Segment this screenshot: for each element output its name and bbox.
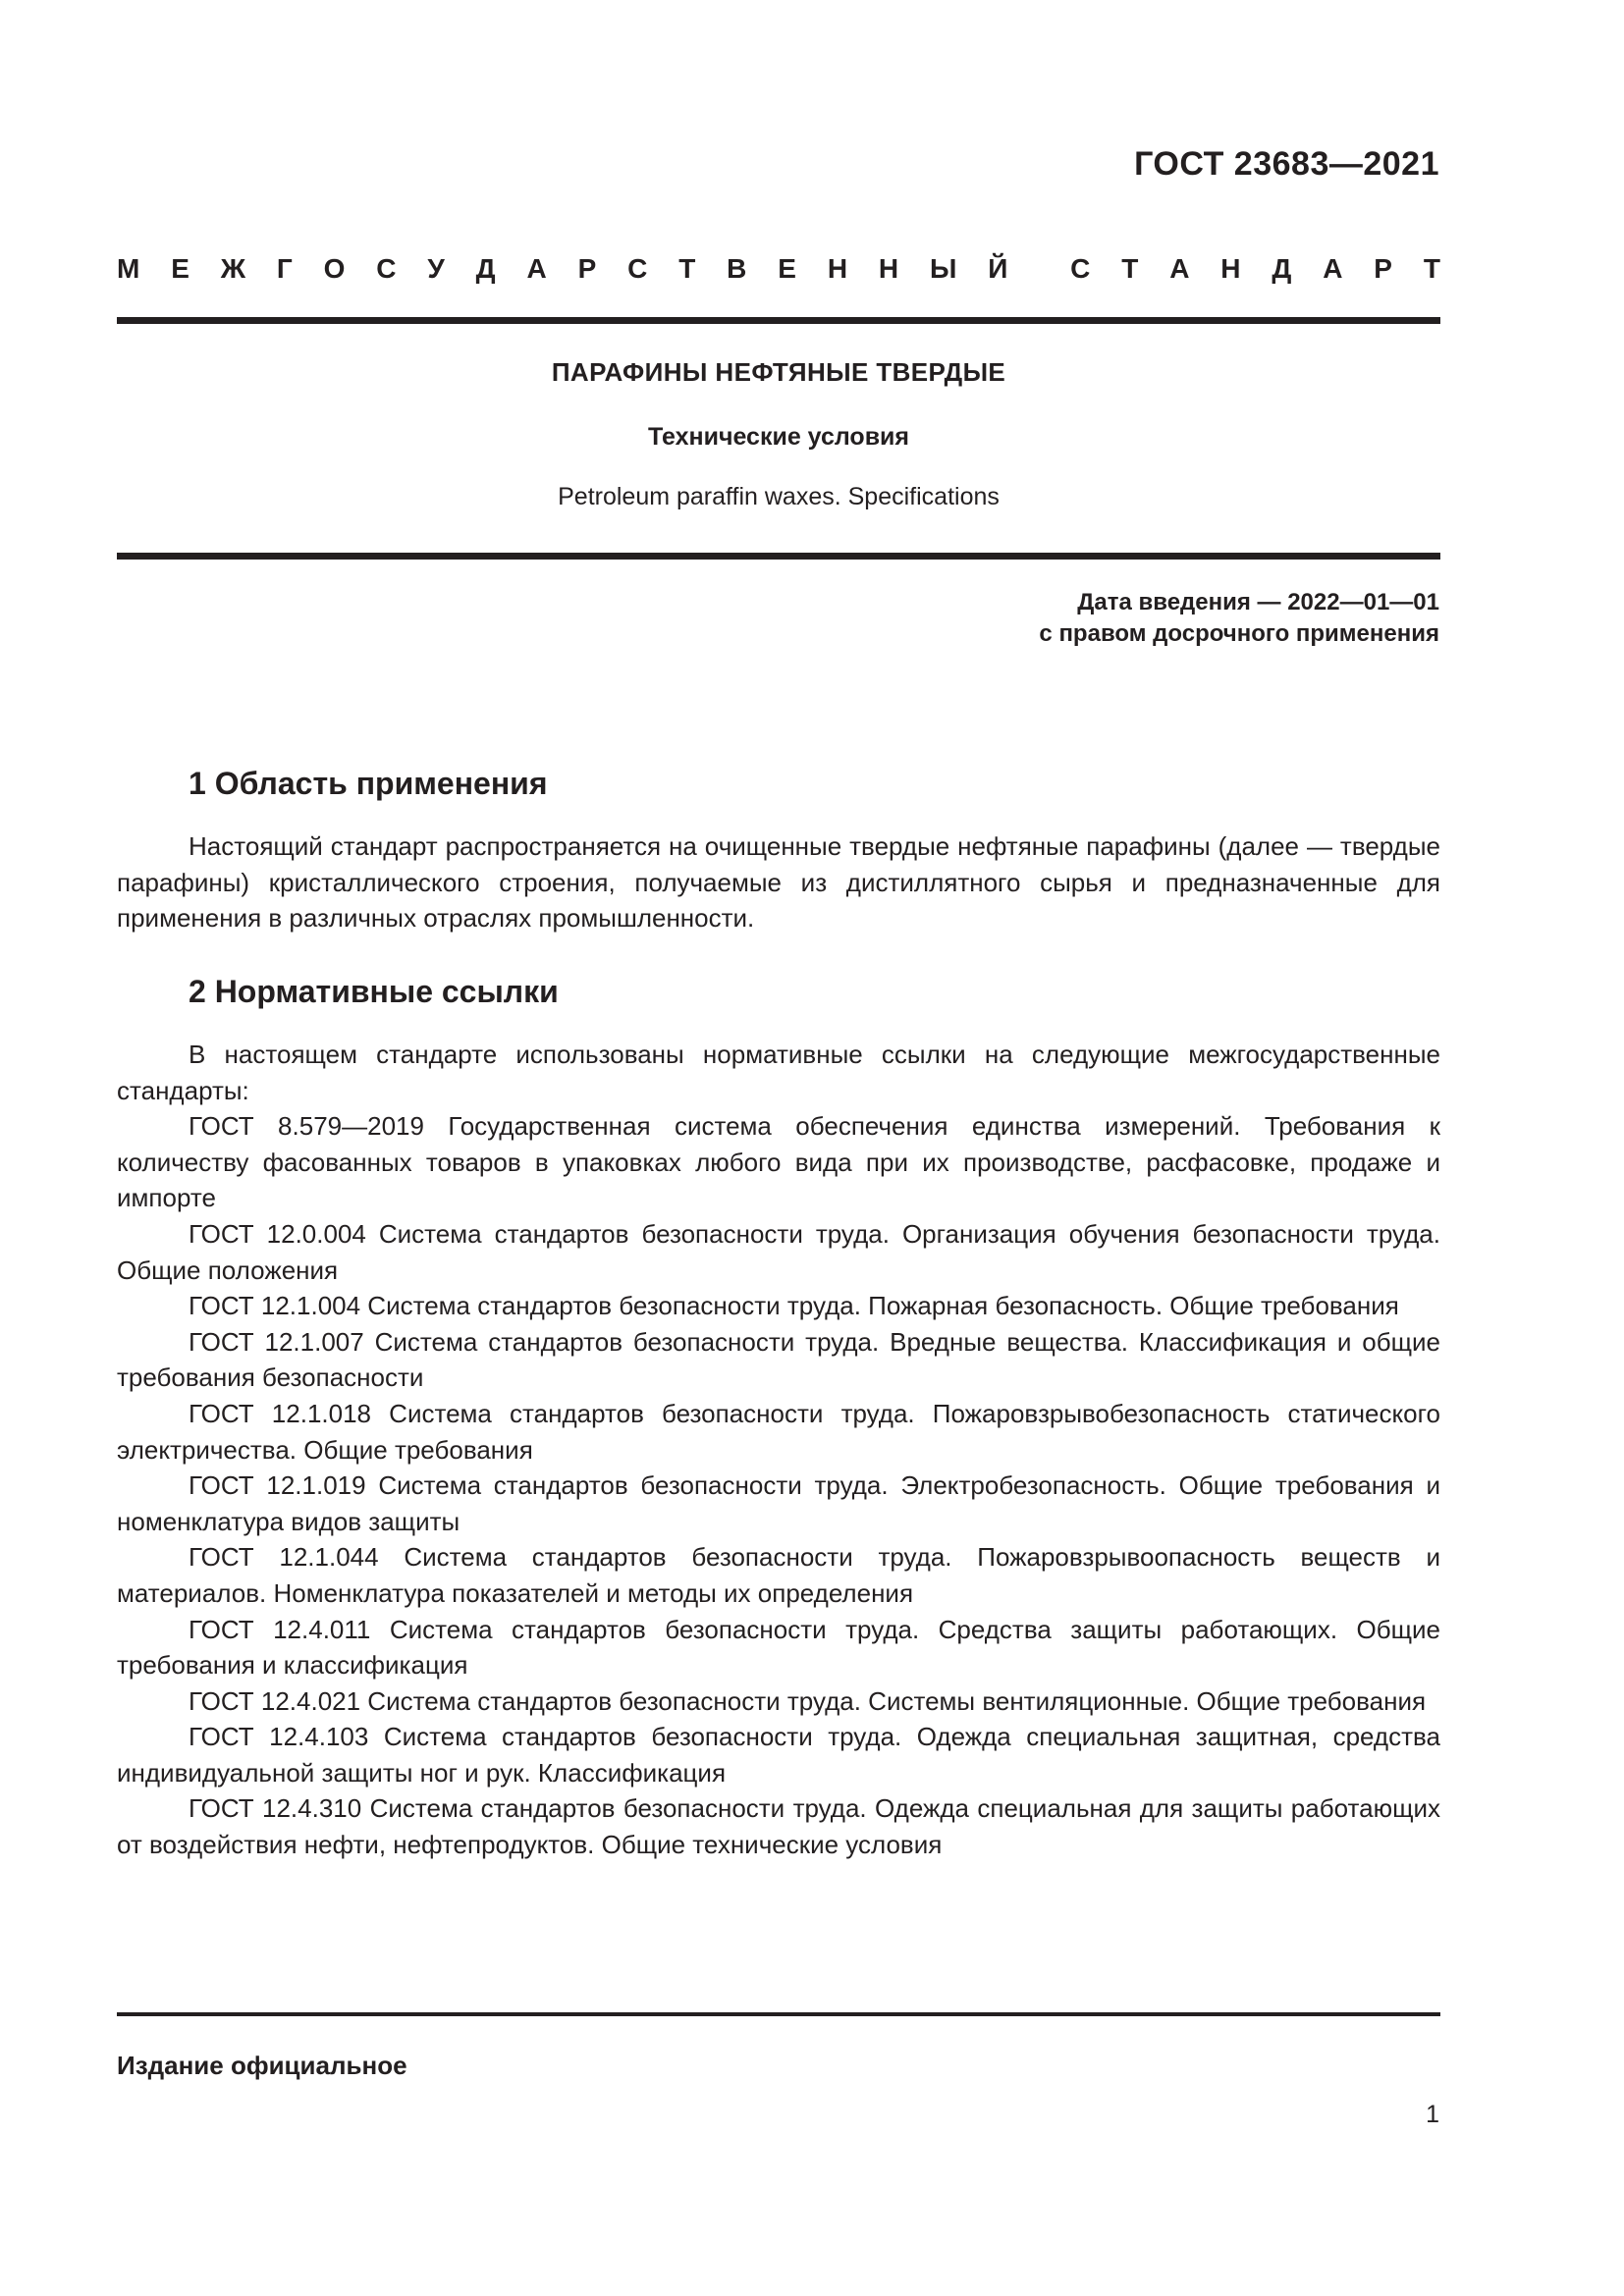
scope-paragraph [117,828,1440,936]
section-heading-scope: 1 Область применения [189,766,548,801]
reference-item: ГОСТ 12.4.011 Система стандартов безопасности труда. Средства защиты работающих. Общие требования и классификация [117,1614,1440,1681]
banner-letter: Н [878,253,899,284]
document-title-english: Petroleum paraffin waxes. Specifications [558,483,1000,510]
document-subtitle: Технические условия [647,423,910,451]
banner-letter: Т [678,253,696,284]
reference-item: ГОСТ 12.0.004 Система стандартов безопасности труда. Организация обучения безопасности труда. Общие положения [117,1218,1440,1285]
footer-divider [117,2012,1440,2016]
banner-letter: Й [988,253,1008,284]
reference-item: ГОСТ 12.4.310 Система стандартов безопасности труда. Одежда специальная для защиты работающих от воздействия нефти, нефтепродуктов. Общие технические условия [117,1793,1440,1860]
title-divider [117,553,1440,560]
banner-letter: Ы [930,253,957,284]
scope-text: Настоящий стандарт распространяется на очищенные твердые нефтяные парафины (далее — твердые парафины) кристаллического строения, получаемые из дистиллятного сырья и предназначенные для применения в различных отраслях промышленности. [117,831,1440,934]
document-title: ПАРАФИНЫ НЕФТЯНЫЕ ТВЕРДЫЕ [551,357,1006,387]
banner-letter: Т [1121,253,1139,284]
banner-letter: Д [1272,253,1292,284]
banner-letter: Р [1374,253,1392,284]
banner-letter: А [1169,253,1190,284]
banner-letter: Е [171,253,189,284]
official-edition-label: Издание официальное [117,2051,407,2080]
banner-letter: В [727,253,747,284]
introduction-date [1039,587,1439,650]
banner-letter: У [427,253,445,284]
banner-letter: С [627,253,648,284]
page-number: 1 [1426,2101,1439,2128]
banner-letter: Р [577,253,597,284]
banner-letter: С [376,253,397,284]
early-application-note: с правом досрочного применения [1039,620,1439,647]
references-intro: В настоящем стандарте использованы нормативные ссылки на следующие межгосударственные стандарты: [117,1040,1440,1105]
banner-letter: Г [276,253,293,284]
banner-letter: Ж [220,253,246,284]
banner-letter: О [323,253,346,284]
header-divider [117,317,1440,324]
section-heading-references: 2 Нормативные ссылки [189,974,559,1009]
banner-letter: С [1070,253,1091,284]
banner-letter: А [526,253,547,284]
banner-letter: Е [778,253,796,284]
interstate-standard-banner [117,253,1440,287]
reference-item: ГОСТ 12.4.103 Система стандартов безопасности труда. Одежда специальная защитная, средства индивидуальной защиты ног и рук. Классификация [117,1722,1440,1788]
reference-item: ГОСТ 12.1.018 Система стандартов безопасности труда. Пожаровзрывобезопасность статического электричества. Общие требования [117,1398,1440,1465]
reference-item: ГОСТ 12.4.021 Система стандартов безопасности труда. Системы вентиляционные. Общие требования [189,1685,1427,1716]
reference-item: ГОСТ 12.1.044 Система стандартов безопасности труда. Пожаровзрывоопасность веществ и материалов. Номенклатура показателей и методы их определения [117,1542,1440,1608]
reference-item: ГОСТ 8.579—2019 Государственная система обеспечения единства измерений. Требования к количеству фасованных товаров в упаковках любого вида при их производстве, расфасовке, продаже и импорте [117,1111,1440,1213]
banner-letter: Н [827,253,848,284]
introduction-date-line: Дата введения — 2022—01—01 [1077,589,1439,615]
reference-item: ГОСТ 12.1.004 Система стандартов безопасности труда. Пожарная безопасность. Общие требования [189,1291,1399,1321]
banner-letter: Н [1220,253,1241,284]
banner-letter: М [117,253,140,284]
banner-letter: Т [1423,253,1440,284]
reference-item: ГОСТ 12.1.007 Система стандартов безопасности труда. Вредные вещества. Классификация и общие требования безопасности [117,1326,1440,1393]
references-list [117,1037,1440,1863]
reference-item: ГОСТ 12.1.019 Система стандартов безопасности труда. Электробезопасность. Общие требования и номенклатура видов защиты [117,1470,1440,1536]
banner-letter: Д [475,253,496,284]
banner-letter: А [1323,253,1343,284]
document-code: ГОСТ 23683—2021 [1134,145,1439,183]
